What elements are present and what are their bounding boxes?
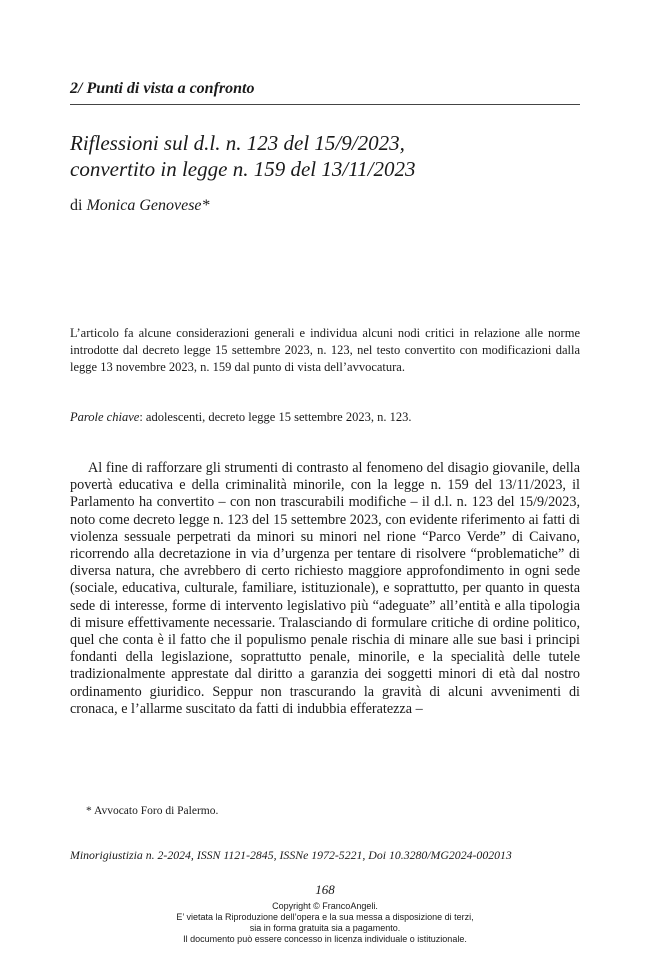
- footnote: * Avvocato Foro di Palermo.: [86, 805, 219, 817]
- keywords-label: Parole chiave: [70, 410, 140, 424]
- copyright-line-1: Copyright © FrancoAngeli.: [272, 901, 378, 911]
- copyright-notice: [0, 901, 650, 945]
- section-divider: [70, 104, 580, 105]
- article-title: [70, 130, 590, 182]
- author-name: Monica Genovese*: [86, 197, 210, 214]
- section-header: 2/ Punti di vista a confronto: [70, 80, 255, 97]
- byline-prefix: di: [70, 197, 87, 214]
- copyright-line-3: sia in forma gratuita sia a pagamento.: [249, 923, 401, 933]
- article-title-line-1: Riflessioni sul d.l. n. 123 del 15/9/2023,: [70, 131, 405, 155]
- copyright-line-4: Il documento può essere concesso in licenza individuale o istituzionale.: [183, 934, 467, 944]
- page-number: 168: [315, 882, 335, 897]
- body-paragraph: Al fine di rafforzare gli strumenti di contrasto al fenomeno del disagio giovanile, della povertà educativa e della criminalità minorile, con la legge n. 159 del 13/11/2023, il Parlamento ha convertito – con non trascurabili modifiche – il d.l. n. 123 del 15/9/2023, noto come decreto legge n. 123 del 15 settembre 2023, con evidente riferimento ai fatti di violenza sessuale perpetrati da minori su minori nel rione “Parco Verde” di Caivano, ricorrendo alla decretazione in via d’urgenza per tentare di risolvere “problematiche” di diversa natura, che avrebbero di certo richiesto maggiore approfondimento in ogni sede (sociale, educativa, culturale, familiare, istituzionale), e soprattutto, per quanto in questa sede di interesse, forme di intervento legislativo più “adeguate” all’entità e alla tipologia di misure effettivamente necessarie. Tralasciando di formulare critiche di ordine politico, quel che conta è il fatto che il populismo penale rischia di minare alle sue basi i principi fondanti della legislazione, soprattutto penale, minorile, e la specialità delle tutele tradizionalmente apprestate dal diritto a garanzia dei soggetti minori di età dal nostro ordinamento giuridico. Seppur non trascurando la gravità di alcuni avvenimenti di cronaca, e l’allarme suscitato da fatti di indubbia efferatezza –: [70, 460, 580, 717]
- keywords: [70, 409, 580, 426]
- article-title-line-2: convertito in legge n. 159 del 13/11/2023: [70, 157, 416, 181]
- copyright-line-2: E’ vietata la Riproduzione dell’opera e la sua messa a disposizione di terzi,: [176, 912, 474, 922]
- abstract: L’articolo fa alcune considerazioni generali e individua alcuni nodi critici in relazione alle norme introdotte dal decreto legge 15 settembre 2023, n. 123, nel testo convertito con modificazioni dalla legge 13 novembre 2023, n. 159 dal punto di vista dell’avvocatura.: [70, 326, 580, 374]
- byline: [70, 197, 210, 215]
- journal-citation: Minorigiustizia n. 2-2024, ISSN 1121-2845, ISSNe 1972-5221, Doi 10.3280/MG2024-002013: [70, 848, 512, 862]
- keywords-text: : adolescenti, decreto legge 15 settembre 2023, n. 123.: [139, 410, 412, 424]
